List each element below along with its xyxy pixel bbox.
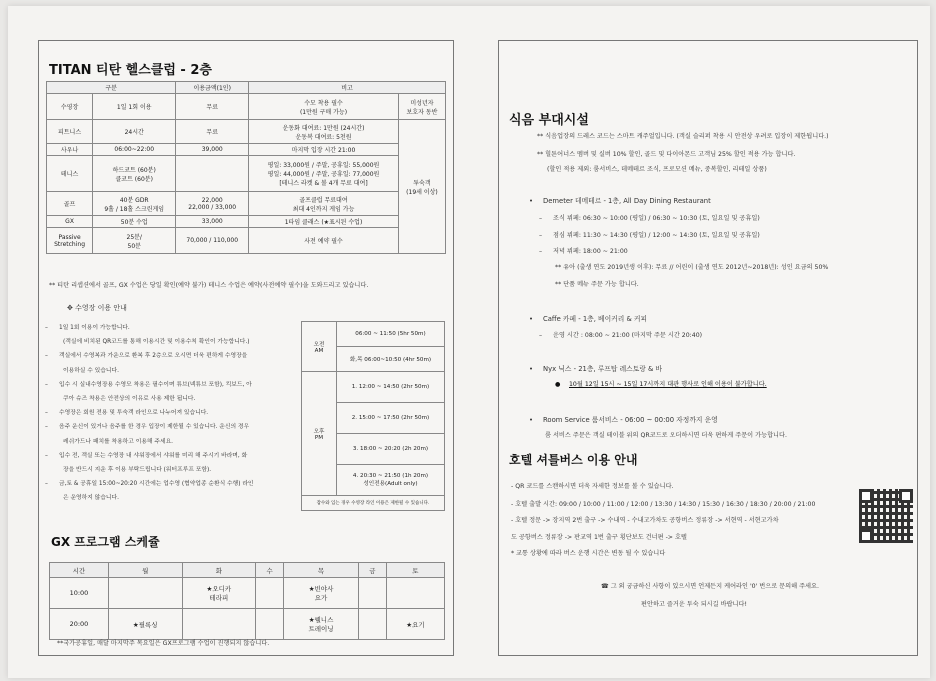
- facility-note: 사전 예약 필수: [249, 228, 399, 254]
- pool-rule-line: 은 운영하지 않습니다.: [63, 495, 119, 502]
- pool-slot: 06:00 ~ 11:50 (5hr 50m): [337, 322, 445, 347]
- club-facility-table: [46, 81, 446, 254]
- facility-time: 24시간: [93, 120, 176, 144]
- facility-price: 39,000: [176, 144, 249, 156]
- pool-heading: [67, 303, 127, 313]
- gx-header: 월: [108, 563, 182, 578]
- fitness-club-panel: [38, 40, 454, 656]
- pool-rule-line: [45, 407, 208, 416]
- rule-bullet: –: [45, 353, 48, 360]
- gx-header: 목: [284, 563, 359, 578]
- pool-slot: 2. 15:00 ~ 17:50 (2hr 50m): [337, 403, 445, 434]
- pool-am-label: 오전 AM: [302, 322, 337, 372]
- facility-name: 골프: [47, 192, 93, 216]
- demeter-dinner-text: 저녁 뷔페: 18:00 ~ 21:00: [553, 248, 628, 255]
- demeter-lunch-text: 점심 뷔페: 11:30 ~ 14:30 (평일) / 12:00 ~ 14:30 (토, 일요일 및 공휴일): [553, 232, 760, 239]
- rule-bullet: –: [45, 381, 48, 388]
- text: 객실에서 수영복과 가운으로 환복 후 2층으로 오시면 더욱 편하게 수영장을: [59, 353, 248, 360]
- facility-time: 하드코트 (60분) 클코트 (60분): [93, 156, 176, 192]
- room-service-note: 룸 서비스 주문은 객실 테이블 위의 QR코드로 오더하시면 더욱 편하게 주문이 가능합니다.: [545, 432, 787, 439]
- pool-rule-line: [45, 379, 252, 388]
- facility-price: [176, 156, 249, 192]
- demeter-dinner: – 저녁 뷔페: 18:00 ~ 21:00: [539, 248, 628, 255]
- gx-header: 시간: [50, 563, 109, 578]
- dining-note: ** 힐튼어너스 멤버 및 실버 10% 할인, 골드 및 다이아몬드 고객님 25% 할인 적용 가능 합니다.: [537, 151, 796, 158]
- pool-slot: 3. 18:00 ~ 20:20 (2h 20m): [337, 434, 445, 465]
- pool-heading-text: 수영장 이용 안내: [75, 304, 127, 312]
- phone-icon: ☎: [601, 583, 611, 590]
- caffe-text: Caffe 카페 - 1층, 베이커리 & 커피: [543, 315, 648, 323]
- closing-line: 편안하고 즐거운 투숙 되시길 바랍니다!: [641, 601, 747, 608]
- pool-footnote: 잠수와 입는 경우 수영장 라인 이용은 제한될 수 있습니다.: [302, 496, 445, 511]
- facility-time: 25분/ 50분: [93, 228, 176, 254]
- pool-rule-line: 이용하실 수 있습니다.: [63, 367, 119, 374]
- col-note: 비고: [249, 82, 446, 94]
- gx-schedule-table: [49, 562, 445, 640]
- text: 1일 1회 이용이 가능합니다.: [59, 325, 130, 331]
- text: 음주 운신이 있거나 음주를 한 경우 입장이 제한될 수 있습니다. 운신의 경우: [59, 424, 250, 431]
- demeter-heading: • Demeter 데메테르 - 1층, All Day Dining Restaurant: [529, 197, 711, 205]
- gx-header: 금: [358, 563, 386, 578]
- facility-time: 50분 수업: [93, 216, 176, 228]
- diamond-icon: ✥: [67, 304, 76, 312]
- caffe-heading: • Caffe 카페 - 1층, 베이커리 & 커피: [529, 315, 648, 323]
- dining-note: ** 식음업장의 드레스 코드는 스마트 캐주얼입니다. (객실 슬리퍼 착용 시 안전상 우려로 입장이 제한됩니다.): [537, 133, 829, 140]
- caffe-hours: – 운영 시간 : 08:00 ~ 21:00 (마지막 주문 시간 20:40): [539, 332, 703, 339]
- facility-note: 마지막 입장 시간 21:00: [249, 144, 399, 156]
- contact-line: [601, 581, 819, 590]
- pool-rule-line: [45, 421, 249, 430]
- text: 입수 시 실내수영장용 수영모 착용은 필수이며 튜브(넥튜브 포함), 킥보드, 아: [59, 381, 252, 388]
- facility-time: 40분 GDR 9홀 / 18홀 스크린게임: [93, 192, 176, 216]
- facility-name: GX: [47, 216, 93, 228]
- pool-rule-line: 장을 반드시 지운 후 이용 부탁드립니다 (워터프루프 포함).: [63, 467, 212, 473]
- gx-cell: [108, 578, 182, 609]
- facility-price: 33,000: [176, 216, 249, 228]
- gx-cell: 20:00: [50, 609, 109, 640]
- gx-cell: ★웰니스 트레이닝: [284, 609, 359, 640]
- rule-bullet: –: [45, 410, 48, 417]
- facility-name: 테니스: [47, 156, 93, 192]
- gx-cell: 10:00: [50, 578, 109, 609]
- facility-note: 운동화 대여료: 1만원 (24시간) 운동복 대여료: 5천원: [249, 120, 399, 144]
- facility-time: 06:00~22:00: [93, 144, 176, 156]
- facility-extra: 투숙객 (19세 이상): [398, 120, 445, 254]
- dining-title: 식음 부대시설: [509, 113, 589, 128]
- gx-cell: [358, 578, 386, 609]
- gx-cell: [256, 609, 284, 640]
- shuttle-line: 도 공항버스 정류장 -> 판교역 1번 출구 횡단보도 건너편 -> 호텔: [511, 534, 687, 541]
- room-service-heading: • Room Service 룸서비스 - 06:00 ~ 00:00 자정까지 운영: [529, 416, 718, 424]
- brochure-sheet: [8, 6, 930, 678]
- dining-note: (할인 적용 제외: 룸서비스, 데메테르 조식, 프로모션 메뉴, 중복할인, 리테일 상품): [547, 166, 767, 173]
- rule-bullet: –: [45, 481, 48, 488]
- nyx-closure-notice: ● 10월 12일 15시 ~ 15일 17시까지 대관 행사로 인해 이용이 불가합니다.: [555, 381, 767, 388]
- pool-slot: 4. 20:30 ~ 21:50 (1h 20m) 성인전용(Adult only): [337, 465, 445, 496]
- gx-header: 화: [182, 563, 256, 578]
- gx-title: GX 프로그램 스케쥴: [51, 535, 160, 549]
- pool-rule-line: [45, 450, 247, 459]
- shuttle-line: - QR 코드를 스캔하시면 더욱 자세한 정보를 볼 수 있습니다.: [511, 483, 674, 490]
- gx-footnote: **국가공휴일, 매달 마지막주 목요일은 GX프로그램 수업이 진행되지 않습니다.: [57, 640, 270, 647]
- pool-slot: 화,목 06:00~10:50 (4hr 50m): [337, 347, 445, 372]
- rule-bullet: –: [45, 424, 48, 431]
- col-category: 구분: [47, 82, 176, 94]
- demeter-text: Demeter 데메테르 - 1층, All Day Dining Restaurant: [543, 197, 711, 205]
- facility-time: 1일 1회 이용: [93, 94, 176, 120]
- text: 수영장은 회원 전용 및 투숙객 라인으로 나누어져 있습니다.: [59, 410, 209, 417]
- facility-name: 피트니스: [47, 120, 93, 144]
- pool-rule-line: (객실에 비치된 QR코드를 통해 이용시간 및 이용수칙 확인이 가능합니다.): [63, 339, 250, 346]
- shuttle-line: * 교통 상황에 따라 버스 운행 시간은 변동 될 수 있습니다: [511, 550, 666, 557]
- pool-pm-label: 오후 PM: [302, 372, 337, 496]
- gx-cell: [256, 578, 284, 609]
- demeter-alacarte-note: ** 단품 메뉴 주문 가능 합니다.: [555, 281, 639, 288]
- text: 입수 전, 객실 또는 수영장 내 샤워장에서 샤워를 미리 해 주시기 바라며, 화: [59, 452, 248, 459]
- contact-text: 그 외 궁금하신 사항이 있으시면 언제든지 케어라인 '0' 번으로 문의해 주세요.: [610, 583, 819, 590]
- gx-cell: ★필록싱: [108, 609, 182, 640]
- facility-price: 무료: [176, 120, 249, 144]
- club-footnote: ** 티탄 리셉션에서 골프, GX 수업은 당일 확인(예약 불가) 테니스 수업은 예약(사전예약 필수)을 도와드리고 있습니다.: [49, 282, 369, 289]
- facility-extra: 미성년자 보호자 동반: [398, 94, 445, 120]
- gx-cell: [386, 578, 444, 609]
- shuttle-line: - 호텔 출발 시간: 09:00 / 10:00 / 11:00 / 12:00 / 13:30 / 14:30 / 15:30 / 16:30 / 18:30 / 20:00 / 21:00: [511, 501, 816, 508]
- rule-bullet: –: [45, 325, 48, 331]
- demeter-kids-note: ** 유아 (출생 연도 2019년생 이후): 무료 // 어린이 (출생 연도 2012년~2018년): 성인 요금의 50%: [555, 264, 829, 271]
- text: 금,토 & 공휴일 15:00~20:20 시간에는 업수영 (협약업종 순환식 수행) 라인: [59, 481, 254, 488]
- nyx-closure-text: 10월 12일 15시 ~ 15일 17시까지 대관 행사로 인해 이용이 불가합니다.: [569, 381, 767, 388]
- facility-note: 평일: 33,000원 / 주말, 공휴일: 55,000원 평일: 44,000원 / 주말, 공휴일: 77,000원 [테니스 라켓 & 볼 4개 무료 대여]: [249, 156, 399, 192]
- pool-rule-line: 쿠아 슈즈 착용은 안전상의 이유로 사용 제한 됩니다.: [63, 396, 196, 402]
- pool-slot: 1. 12:00 ~ 14:50 (2hr 50m): [337, 372, 445, 403]
- shuttle-qr-code[interactable]: [859, 489, 913, 543]
- facility-name: 수영장: [47, 94, 93, 120]
- gx-cell: ★오디카 테라피: [182, 578, 256, 609]
- pool-rule-line: [45, 478, 254, 487]
- caffe-hours-text: 운영 시간 : 08:00 ~ 21:00 (마지막 주문 시간 20:40): [553, 332, 703, 339]
- gx-cell: [358, 609, 386, 640]
- gx-cell: ★빈야사 요가: [284, 578, 359, 609]
- facility-name: 사우나: [47, 144, 93, 156]
- pool-rule-line: [45, 350, 247, 359]
- room-service-text: Room Service 룸서비스 - 06:00 ~ 00:00 자정까지 운영: [543, 416, 718, 424]
- pool-schedule-table: [301, 321, 445, 511]
- pool-rule-line: 레쉬가드나 패치를 착용하고 이용해 주세요.: [63, 438, 174, 445]
- gx-header: 토: [386, 563, 444, 578]
- facility-price: 22,000 22,000 / 33,000: [176, 192, 249, 216]
- nyx-heading: • Nyx 닉스 - 21층, 루프탑 레스토랑 & 바: [529, 365, 663, 373]
- facility-note: 1타임 클래스 (★표시된 수업): [249, 216, 399, 228]
- gx-header: 수: [256, 563, 284, 578]
- pool-rule-line: [45, 322, 130, 331]
- nyx-text: Nyx 닉스 - 21층, 루프탑 레스토랑 & 바: [543, 365, 663, 373]
- facility-name: Passive Stretching: [47, 228, 93, 254]
- shuttle-line: - 호텔 정문 -> 장지역 2번 출구 -> 수내역 - 수내고가차도 공항버스 정류장 -> 서현역 - 서현고가차: [511, 517, 779, 524]
- demeter-lunch: – 점심 뷔페: 11:30 ~ 14:30 (평일) / 12:00 ~ 14:30 (토, 일요일 및 공휴일): [539, 232, 760, 239]
- facility-note: 골프클럽 무료대여 최대 4인까지 게임 가능: [249, 192, 399, 216]
- gx-cell: ★요기: [386, 609, 444, 640]
- facility-price: 70,000 / 110,000: [176, 228, 249, 254]
- dining-shuttle-panel: [498, 40, 918, 656]
- shuttle-title: 호텔 셔틀버스 이용 안내: [509, 453, 638, 467]
- demeter-breakfast-text: 조식 뷔페: 06:30 ~ 10:00 (평일) / 06:30 ~ 10:30 (토, 일요일 및 공휴일): [553, 215, 760, 222]
- rule-bullet: –: [45, 452, 48, 459]
- fitness-club-title: TITAN 티탄 헬스클럽 - 2층: [49, 63, 212, 78]
- facility-note: 수모 착용 필수 (1만원 구매 가능): [249, 94, 399, 120]
- gx-cell: [182, 609, 256, 640]
- facility-price: 무료: [176, 94, 249, 120]
- demeter-breakfast: – 조식 뷔페: 06:30 ~ 10:00 (평일) / 06:30 ~ 10:30 (토, 일요일 및 공휴일): [539, 215, 760, 222]
- col-price: 이용금액(1인): [176, 82, 249, 94]
